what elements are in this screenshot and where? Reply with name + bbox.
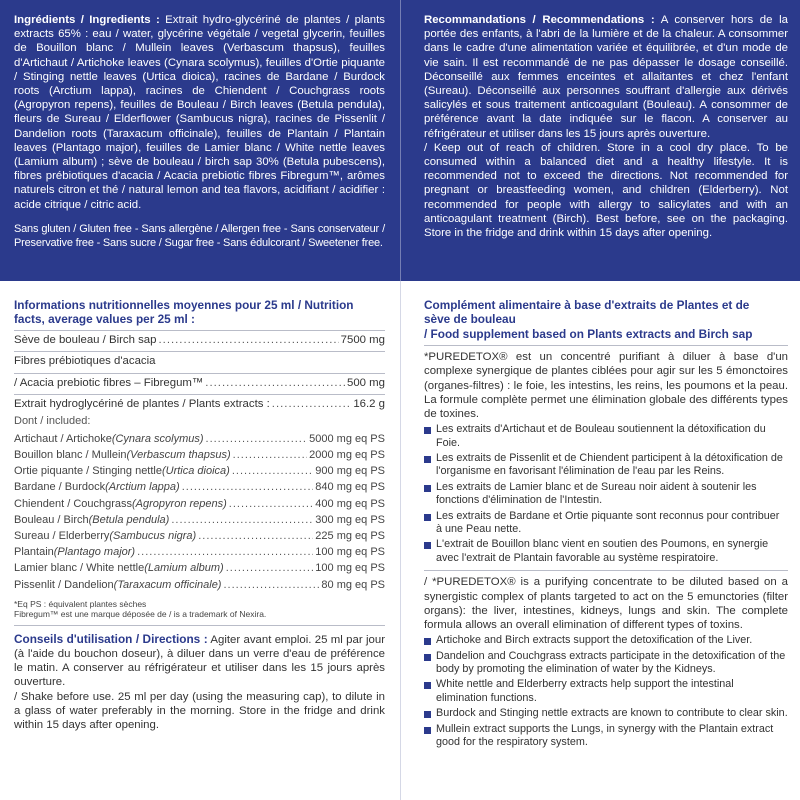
nutrition-item-name: Bouillon blanc / Mullein: [14, 449, 127, 461]
nutrition-included-label: Dont / included:: [14, 414, 91, 427]
leader-dots: [223, 577, 319, 593]
section-rule: [424, 345, 788, 346]
nutrition-row-value: 7500 mg: [340, 333, 385, 346]
leader-dots: [232, 463, 313, 479]
bullet-square-icon: [424, 682, 431, 689]
nutrition-rule: [14, 330, 385, 331]
bullet-item: [424, 510, 788, 537]
nutrition-item-name: Sureau / Elderberry: [14, 529, 110, 542]
nutrition-section: [14, 298, 385, 732]
bullet-square-icon: [424, 456, 431, 463]
nutrition-item-name: Pissenlit / Dandelion: [14, 578, 114, 591]
recommendations-heading: Recommandations / Recommendations :: [424, 14, 655, 26]
nutrition-item-name: Plantain: [14, 546, 54, 559]
bullet-item: [424, 678, 788, 705]
nutrition-item-row: [14, 479, 385, 495]
supplement-bullets-fr: [424, 423, 788, 565]
nutrition-row-name: Sève de bouleau / Birch sap: [14, 333, 157, 346]
leader-dots: [206, 431, 308, 447]
bullet-text: Les extraits de Pissenlit et de Chiendent participent à la détoxification de l'organisme en favorisant l'élimination de l'eau par les Reins.: [436, 452, 783, 478]
nutrition-item-row: [14, 447, 385, 463]
directions-heading: Conseils d'utilisation / Directions :: [14, 631, 208, 646]
nutrition-item-name: Bardane / Burdock: [14, 481, 106, 494]
nutrition-row-name: Extrait hydroglycériné de plantes / Plants extracts :: [14, 398, 270, 411]
bullet-square-icon: [424, 727, 431, 734]
bullet-text: Dandelion and Couchgrass extracts participate in the detoxification of the body by promoting the elimination of water by the Kidneys.: [436, 649, 786, 675]
bullet-item: [424, 538, 788, 565]
recommendations-body-fr: A conserver hors de la portée des enfants, à l'abri de la lumière et de la chaleur. A consommer dans le cadre d'une alimentation variée et équilibrée, et d'un mode de vie sain. Il est recommandé de ne pas dépasser le dosage conseillé. Déconseillé aux femmes enceintes et allaitantes et chez l'enfant (Sureau). Déconseillé aux personnes souffrant d'allergie aux dérivés salicylés et sous traitement anticoagulant (Bouleau). A consommer de préférence avant la date indiquée sur le flacon. A conserver au réfrigérateur et utiliser dans les 15 jours après ouverture.: [424, 14, 788, 140]
supplement-intro-en: / *PUREDETOX® is a purifying concentrate to be diluted based on a synergistic complex of plants targeted to act on the 5 emunctories (filter organs): the liver, intestines, kidneys, lungs and skin. The complete formula allows an overall elimination of different types of toxins.: [424, 576, 788, 631]
leader-dots: [198, 528, 313, 544]
leader-dots: [226, 560, 314, 576]
nutrition-items-list: [14, 431, 385, 593]
nutrition-row-fibre: [14, 376, 385, 392]
bullet-item: [424, 423, 788, 450]
nutrition-item-row: [14, 577, 385, 593]
leader-dots: [272, 397, 352, 413]
nutrition-item-latin: (Cynara scolymus): [111, 432, 204, 445]
nutrition-rule: [14, 373, 385, 374]
leader-dots: [229, 496, 313, 512]
nutrition-item-value: 225 mg eq PS: [315, 529, 385, 542]
nutrition-item-name: Ortie piquante / Stinging nettle: [14, 465, 162, 478]
directions-body-en: / Shake before use. 25 ml per day (using the measuring cap), to dilute in a glass of water preferably in the morning. Store in the fridge and drink within 15 days after opening.: [14, 690, 385, 731]
nutrition-item-value: 5000 mg eq PS: [309, 432, 385, 445]
supplement-section: [424, 298, 788, 749]
free-from-text: Sans gluten / Gluten free - Sans allergène / Allergen free - Sans conservateur / Preservative free - Sans sucre / Sugar free - Sans édulcorant / Sweetener free.: [14, 222, 385, 250]
nutrition-item-name: Bouleau / Birch: [14, 513, 89, 526]
nutrition-rule: [14, 351, 385, 352]
nutrition-item-row: [14, 496, 385, 512]
nutrition-item-row: [14, 560, 385, 576]
supplement-bullets-en: [424, 634, 788, 749]
bullet-text: Mullein extract supports the Lungs, in synergy with the Plantain extract good for the respiratory system.: [436, 722, 774, 748]
ingredients-section: [14, 13, 385, 250]
leader-dots: [182, 479, 314, 495]
recommendations-body-en: / Keep out of reach of children. Store in a cool dry place. To be consumed within a balanced diet and a healthy lifestyle. It is recommended not to exceed the directions. Not recommended for pregnant or breastfeeding women, and children (Elderberry). Not recommended for people with allergy to salicylates and with an anticoagulant treatment (Birch). Best before, see on the packaging. Store in the fridge and drink within 15 days after opening.: [424, 141, 788, 240]
nutrition-item-value: 100 mg eq PS: [315, 562, 385, 575]
note-fibregum: Fibregum™ est une marque déposée de / is a trademark of Nexira.: [14, 609, 267, 620]
nutrition-item-latin: (Sambucus nigra): [109, 529, 197, 542]
bullet-square-icon: [424, 485, 431, 492]
nutrition-item-latin: (Lamium album): [144, 562, 224, 575]
nutrition-row-extract: [14, 397, 385, 413]
nutrition-item-latin: (Urtica dioica): [161, 465, 230, 478]
nutrition-item-latin: (Betula pendula): [88, 513, 170, 526]
bullet-square-icon: [424, 542, 431, 549]
directions-body-fr: Agiter avant emploi. 25 ml par jour (à l'aide du bouchon doseur), à diluer dans un verre d'eau de préférence le matin. A conserver au réfrigérateur et utiliser dans les 15 jours après ouverture.: [14, 633, 385, 689]
bullet-text: Artichoke and Birch extracts support the detoxification of the Liver.: [436, 634, 753, 647]
nutrition-item-value: 80 mg eq PS: [321, 578, 385, 591]
leader-dots: [233, 447, 308, 463]
bullet-item: [424, 650, 788, 677]
bullet-square-icon: [424, 514, 431, 521]
nutrition-item-value: 840 mg eq PS: [315, 481, 385, 494]
nutrition-item-name: Artichaut / Artichoke: [14, 432, 112, 445]
nutrition-item-value: 100 mg eq PS: [315, 546, 385, 559]
nutrition-item-value: 300 mg eq PS: [315, 513, 385, 526]
nutrition-item-latin: (Arctium lappa): [105, 481, 180, 494]
bullet-item: [424, 481, 788, 508]
nutrition-item-row: [14, 528, 385, 544]
supplement-title-fr: Complément alimentaire à base d'extraits de Plantes et de sève de bouleau: [424, 298, 750, 327]
nutrition-row-name: / Acacia prebiotic fibres – Fibregum™: [14, 376, 204, 389]
nutrition-row-sap: [14, 333, 385, 349]
bullet-text: Les extraits de Lamier blanc et de Sureau noir aident à soutenir les fonctions d'élimination de l'Intestin.: [436, 480, 757, 507]
nutrition-item-latin: (Plantago major): [53, 546, 136, 559]
leader-dots: [205, 376, 345, 392]
directions-fr: [14, 632, 385, 690]
section-rule: [14, 625, 385, 626]
ingredients-heading: Ingrédients / Ingredients :: [14, 14, 160, 26]
nutrition-fibre-line1: Fibres prébiotiques d'acacia: [14, 355, 156, 368]
nutrition-item-value: 400 mg eq PS: [315, 497, 385, 510]
bullet-text: Les extraits d'Artichaut et de Bouleau soutiennent la détoxification du Foie.: [436, 423, 766, 449]
bullet-text: Les extraits de Bardane et Ortie piquante sont reconnus pour contribuer à une Peau nette.: [436, 509, 780, 536]
nutrition-row-value: 16.2 g: [353, 398, 385, 411]
nutrition-item-latin: (Taraxacum officinale): [113, 578, 222, 591]
supplement-title-en: / Food supplement based on Plants extracts and Birch sap: [424, 326, 753, 341]
bullet-square-icon: [424, 711, 431, 718]
bullet-square-icon: [424, 638, 431, 645]
bullet-square-icon: [424, 654, 431, 661]
column-divider-bottom: [400, 281, 401, 800]
bullet-text: L'extrait de Bouillon blanc vient en soutien des Poumons, en synergie avec l'extrait de Plantain favorable au système respiratoire.: [436, 538, 769, 564]
bullet-item: [424, 634, 788, 647]
ingredients-body: Extrait hydro-glycériné de plantes / plants extracts 65% : eau / water, glycérine végétale / vegetal glycerin, feuilles de Bouillon blanc / Mullein leaves (Verbascum thapsus), feuilles d'Artichaut / Artichoke leaves (Cynara scolymus), feuilles d'Ortie piquante / Stinging nettle leaves (Urtica dioica), racines de Bardane / Burdock roots (Arctium lappa), racines de Chiendent / Couchgrass roots (Agropyron repens), feuilles de Bouleau / Birch leaves (Betula pendula), fleurs de Sureau / Elderflower (Sambucus nigra), racines de Pissenlit / Dandelion roots (Taraxacum officinale), feuilles de Plantain / Plantain leaves (Plantago major), feuilles de Lamier blanc / White nettle leaves (Lamium album) ; sève de bouleau / birch sap 30% (Betula pubescens), fibres prébiotiques d'acacia / Acacia prebiotic fibres Fibregum™, arômes naturels citron et thé / natural lemon and tea flavors, acidifiant / acidifier : acide citrique / citric acid.: [14, 14, 386, 211]
bullet-text: Burdock and Stinging nettle extracts are known to contribute to clear skin.: [436, 707, 788, 720]
bullet-item: [424, 707, 788, 720]
nutrition-title: Informations nutritionnelles moyennes pour 25 ml / Nutrition facts, average values per 25 ml :: [14, 298, 354, 327]
recommendations-fr: [424, 13, 788, 141]
supplement-intro-fr: *PUREDETOX® est un concentré purifiant à diluer à base d'un complexe synergique de plantes ciblées pour agir sur les 5 émonctoires (organes-filtres) : le foie, les intestins, les reins, les poumons et la peau. La formule complète permet une élimination globale des différents types de toxines.: [424, 351, 788, 421]
nutrition-item-name: Lamier blanc / White nettle: [14, 562, 145, 575]
section-rule: [424, 570, 788, 571]
nutrition-item-value: 2000 mg eq PS: [309, 449, 385, 461]
note-eq-ps: *Eq PS : équivalent plantes sèches: [14, 598, 147, 609]
recommendations-section: [424, 13, 788, 240]
bullet-square-icon: [424, 427, 431, 434]
nutrition-item-value: 900 mg eq PS: [315, 465, 385, 478]
leader-dots: [171, 512, 313, 528]
nutrition-item-name: Chiendent / Couchgrass: [14, 497, 133, 510]
leader-dots: [158, 333, 338, 349]
leader-dots: [137, 544, 313, 560]
bullet-text: White nettle and Elderberry extracts help support the intestinal elimination functions.: [436, 678, 734, 704]
nutrition-item-row: [14, 463, 385, 479]
nutrition-row-value: 500 mg: [347, 376, 385, 389]
nutrition-rule: [14, 394, 385, 395]
nutrition-item-latin: (Verbascum thapsus): [126, 449, 231, 461]
bullet-item: [424, 452, 788, 479]
bullet-item: [424, 723, 788, 750]
nutrition-item-row: [14, 512, 385, 528]
nutrition-item-latin: (Agropyron repens): [132, 497, 227, 510]
column-divider-top: [400, 0, 401, 281]
nutrition-item-row: [14, 544, 385, 560]
ingredients-text: [14, 13, 385, 212]
nutrition-item-row: [14, 431, 385, 447]
